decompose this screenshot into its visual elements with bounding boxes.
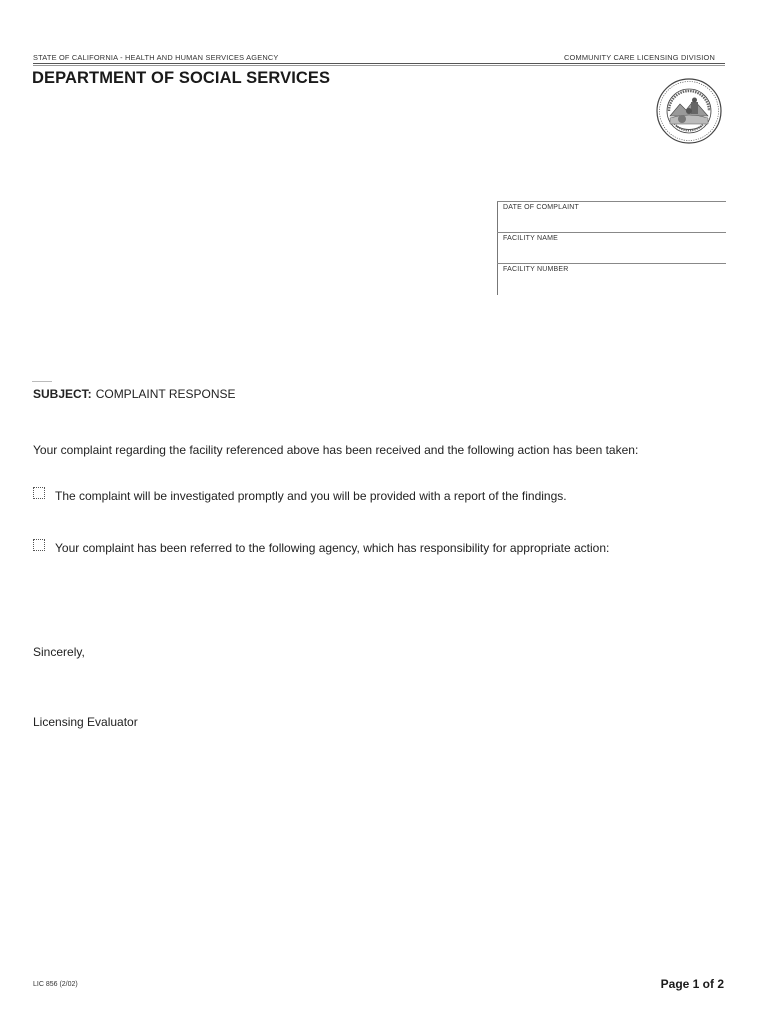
facility-name-field[interactable] [497, 232, 726, 264]
referred-option-text: Your complaint has been referred to the following agency, which has responsibility for appropriate action: [55, 541, 610, 555]
subject-label: SUBJECT: [33, 387, 92, 401]
header-divider [33, 63, 725, 64]
date-of-complaint-field[interactable] [497, 201, 726, 233]
california-state-seal-icon [656, 78, 722, 144]
complaint-info-box [497, 201, 726, 295]
field-label: FACILITY NUMBER [503, 266, 569, 273]
investigate-option-text: The complaint will be investigated promptly and you will be provided with a report of the findings. [55, 489, 567, 503]
investigate-checkbox[interactable] [33, 487, 45, 499]
form-number: LIC 856 (2/02) [33, 981, 78, 988]
field-label: DATE OF COMPLAINT [503, 204, 579, 211]
subject-line [33, 387, 236, 401]
intro-paragraph: Your complaint regarding the facility referenced above has been received and the following action has been taken: [33, 443, 639, 457]
header-divider-secondary [33, 65, 725, 66]
page-number: Page 1 of 2 [660, 977, 724, 991]
division-name: COMMUNITY CARE LICENSING DIVISION [563, 53, 715, 62]
signature-title: Licensing Evaluator [33, 715, 138, 729]
divider [32, 381, 52, 382]
field-label: FACILITY NAME [503, 235, 558, 242]
subject-text: COMPLAINT RESPONSE [95, 387, 236, 401]
department-title: DEPARTMENT OF SOCIAL SERVICES [32, 69, 331, 87]
referred-checkbox[interactable] [33, 539, 45, 551]
closing-text: Sincerely, [33, 645, 85, 659]
agency-name: STATE OF CALIFORNIA - HEALTH AND HUMAN SERVICES AGENCY [33, 53, 279, 62]
facility-number-field[interactable] [497, 263, 726, 295]
